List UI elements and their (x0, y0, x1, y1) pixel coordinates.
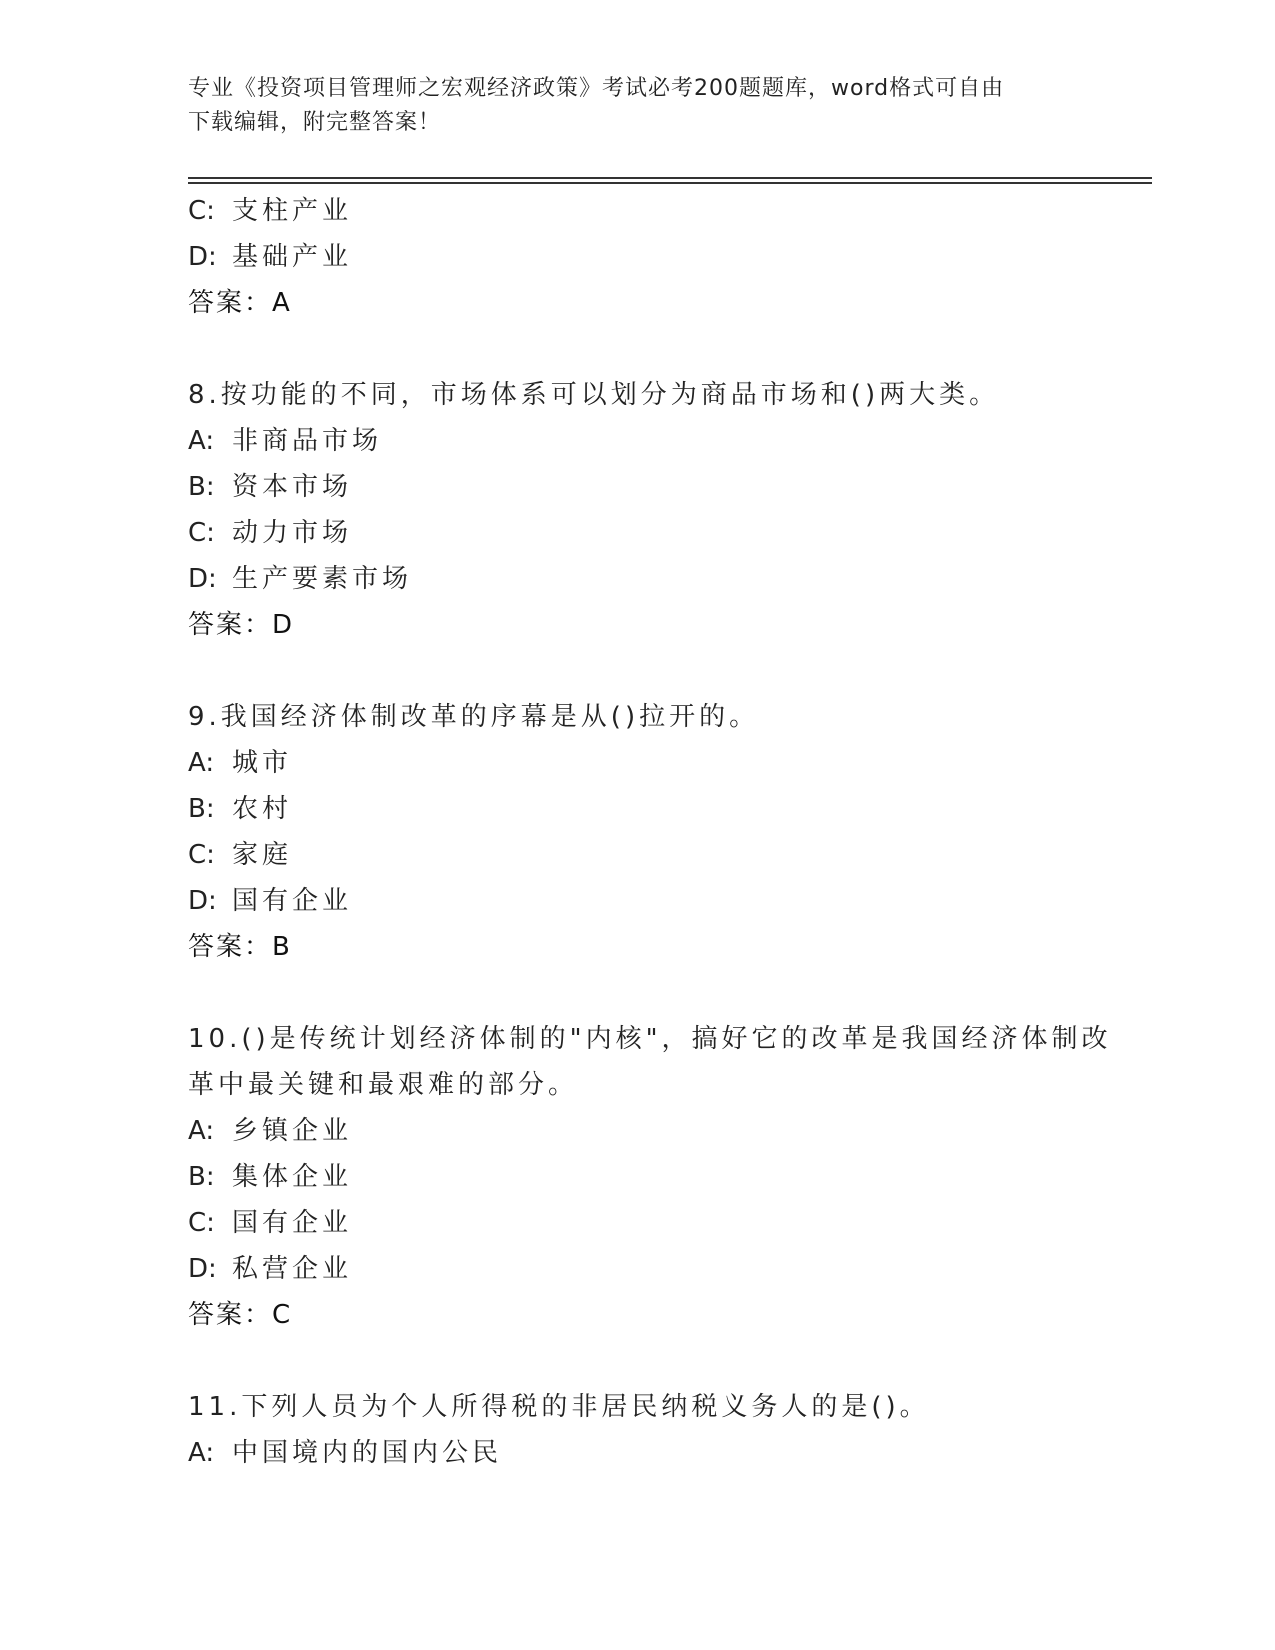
option-c (188, 510, 1088, 556)
option-c (188, 188, 1088, 234)
option-d (188, 556, 1088, 602)
option-letter: D: (188, 242, 217, 272)
option-b (188, 1154, 1088, 1200)
option-letter: B: (188, 472, 215, 502)
option-c (188, 832, 1088, 878)
option-letter: C: (188, 196, 215, 226)
question-list (188, 188, 1112, 1476)
option-d (188, 234, 1088, 280)
option-text: 支柱产业 (232, 196, 353, 226)
option-letter: B: (188, 794, 215, 824)
option-letter: A: (188, 1438, 215, 1468)
option-b (188, 786, 1088, 832)
question-10 (188, 1016, 1112, 1338)
question-8 (188, 372, 1088, 648)
option-text: 城市 (232, 748, 293, 778)
option-letter: A: (188, 748, 215, 778)
option-d (188, 878, 1088, 924)
header-divider-top (188, 177, 1152, 179)
option-letter: A: (188, 426, 215, 456)
option-letter: C: (188, 518, 215, 548)
option-letter: C: (188, 840, 215, 870)
answer-line: 答案：A (188, 288, 292, 318)
option-text: 国有企业 (232, 886, 353, 916)
answer-line: 答案：C (188, 1300, 293, 1330)
option-c (188, 1200, 1088, 1246)
option-letter: C: (188, 1208, 215, 1238)
question-7-continued (188, 188, 1088, 326)
option-a (188, 1430, 1088, 1476)
option-text: 国有企业 (232, 1208, 353, 1238)
option-text: 非商品市场 (232, 426, 383, 456)
question-stem-line-2: 革中最关键和最艰难的部分。 (188, 1070, 579, 1100)
option-letter: D: (188, 886, 217, 916)
option-text: 集体企业 (232, 1162, 353, 1192)
answer-line: 答案：B (188, 932, 292, 962)
option-text: 家庭 (232, 840, 293, 870)
option-letter: D: (188, 1254, 217, 1284)
option-d (188, 1246, 1088, 1292)
option-text: 基础产业 (232, 242, 353, 272)
option-text: 中国境内的国内公民 (232, 1438, 503, 1468)
question-11 (188, 1384, 1088, 1476)
option-text: 生产要素市场 (232, 564, 413, 594)
option-a (188, 740, 1088, 786)
option-a (188, 418, 1088, 464)
option-text: 私营企业 (232, 1254, 353, 1284)
option-letter: B: (188, 1162, 215, 1192)
option-text: 乡镇企业 (232, 1116, 353, 1146)
option-text: 资本市场 (232, 472, 353, 502)
option-b (188, 464, 1088, 510)
question-stem-line-1: 10.()是传统计划经济体制的"内核"，搞好它的改革是我国经济体制改 (188, 1024, 1112, 1054)
option-a (188, 1108, 1088, 1154)
question-stem: 9.我国经济体制改革的序幕是从()拉开的。 (188, 702, 760, 732)
question-stem: 11.下列人员为个人所得税的非居民纳税义务人的是()。 (188, 1392, 930, 1422)
option-text: 农村 (232, 794, 293, 824)
question-stem: 8.按功能的不同，市场体系可以划分为商品市场和()两大类。 (188, 380, 1000, 410)
document-header (188, 72, 1068, 140)
option-letter: A: (188, 1116, 215, 1146)
header-line-2: 下载编辑，附完整答案！ (188, 110, 442, 135)
answer-line: 答案：D (188, 610, 295, 640)
option-text: 动力市场 (232, 518, 353, 548)
header-line-1: 专业《投资项目管理师之宏观经济政策》考试必考200题题库，word格式可自由 (188, 76, 1005, 101)
option-letter: D: (188, 564, 217, 594)
header-divider-bottom (188, 182, 1152, 184)
question-9 (188, 694, 1088, 970)
